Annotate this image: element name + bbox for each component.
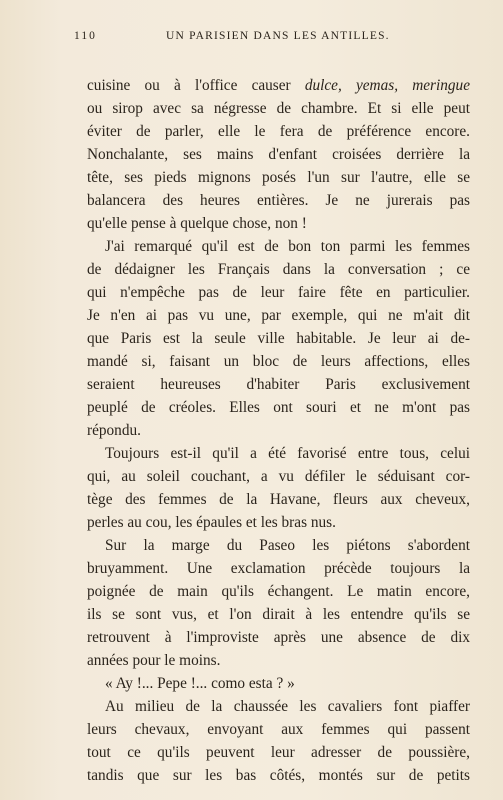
- text-run: poignée de main qu'ils échangent. Le matin encore,: [87, 583, 470, 600]
- text-run: ils se sont vus, et l'on dirait à les entendre qu'ils se: [87, 606, 470, 623]
- text-run: Nonchalante, ses mains d'enfant croisées derrière la: [87, 146, 470, 163]
- text-line: [87, 373, 470, 396]
- text-line: [87, 465, 470, 488]
- text-line: [87, 511, 470, 534]
- text-run: mandé si, faisant un bloc de leurs affections, elles: [87, 353, 470, 370]
- text-line: [87, 419, 470, 442]
- text-run: « Ay !... Pepe !... como esta ? »: [105, 675, 295, 692]
- text-run: tandis que sur les bas côtés, montés sur de petits: [87, 767, 470, 784]
- running-head: [74, 30, 444, 50]
- text-line: [87, 350, 470, 373]
- text-line: [87, 166, 470, 189]
- text-line: [87, 396, 470, 419]
- page-number: 110: [74, 30, 97, 42]
- text-line: [87, 120, 470, 143]
- text-line: [87, 672, 470, 695]
- text-run: cuisine ou à l'office causer: [87, 77, 305, 94]
- text-run: tête, ses pieds mignons posés l'un sur l'autre, elle se: [87, 169, 470, 186]
- text-line: [87, 557, 470, 580]
- text-run: années pour le moins.: [87, 652, 221, 669]
- text-line: [87, 281, 470, 304]
- text-line: [87, 626, 470, 649]
- text-line: [87, 189, 470, 212]
- text-run: bruyamment. Une exclamation précède toujours la: [87, 560, 470, 577]
- text-run: Toujours est-il qu'il a été favorisé entre tous, celui: [105, 445, 470, 462]
- text-line: [87, 212, 470, 235]
- text-line: [87, 649, 470, 672]
- text-line: [87, 534, 470, 557]
- text-run: Au milieu de la chaussée les cavaliers font piaffer: [105, 698, 470, 715]
- text-run: éviter de parler, elle le fera de préférence encore.: [87, 123, 470, 140]
- text-line: [87, 764, 470, 787]
- text-run: perles au cou, les épaules et les bras nus.: [87, 514, 336, 531]
- text-line: [87, 603, 470, 626]
- text-run: retrouvent à l'improviste après une absence de dix: [87, 629, 470, 646]
- text-line: [87, 718, 470, 741]
- text-run: peuplé de créoles. Elles ont souri et ne m'ont pas: [87, 399, 470, 416]
- text-run: seraient heureuses d'habiter Paris exclusivement: [87, 376, 470, 393]
- text-line: [87, 143, 470, 166]
- text-run: que Paris est la seule ville habitable. Je leur ai de-: [87, 330, 470, 347]
- text-run: tout ce qu'ils peuvent leur adresser de poussière,: [87, 744, 470, 761]
- text-line: [87, 97, 470, 120]
- text-line: [87, 258, 470, 281]
- text-run: J'ai remarqué qu'il est de bon ton parmi les femmes: [105, 238, 470, 255]
- text-run: tège des femmes de la Havane, fleurs aux cheveux,: [87, 491, 470, 508]
- italic-text-run: dulce, yemas, meringue: [304, 77, 470, 94]
- text-line: [87, 304, 470, 327]
- body-text: [87, 74, 470, 787]
- running-title: UN PARISIEN DANS LES ANTILLES.: [166, 30, 390, 42]
- text-run: Je n'en ai pas vu une, par exemple, qui ne m'ait dit: [87, 307, 470, 324]
- text-line: [87, 235, 470, 258]
- text-run: qui n'empêche pas de leur faire fête en particulier.: [87, 284, 470, 301]
- text-line: [87, 695, 470, 718]
- text-run: Sur la marge du Paseo les piétons s'abordent: [105, 537, 470, 554]
- text-run: leurs chevaux, envoyant aux femmes qui passent: [87, 721, 470, 738]
- text-line: [87, 74, 470, 97]
- text-run: répondu.: [87, 422, 141, 439]
- text-run: balancera des heures entières. Je ne jurerais pas: [87, 192, 470, 209]
- text-line: [87, 327, 470, 350]
- text-line: [87, 580, 470, 603]
- text-run: ou sirop avec sa négresse de chambre. Et si elle peut: [87, 100, 470, 117]
- text-run: de dédaigner les Français dans la conversation ; ce: [87, 261, 470, 278]
- text-line: [87, 488, 470, 511]
- text-line: [87, 741, 470, 764]
- text-run: qu'elle pense à quelque chose, non !: [87, 215, 307, 232]
- text-run: qui, au soleil couchant, a vu défiler le séduisant cor-: [87, 468, 470, 485]
- text-line: [87, 442, 470, 465]
